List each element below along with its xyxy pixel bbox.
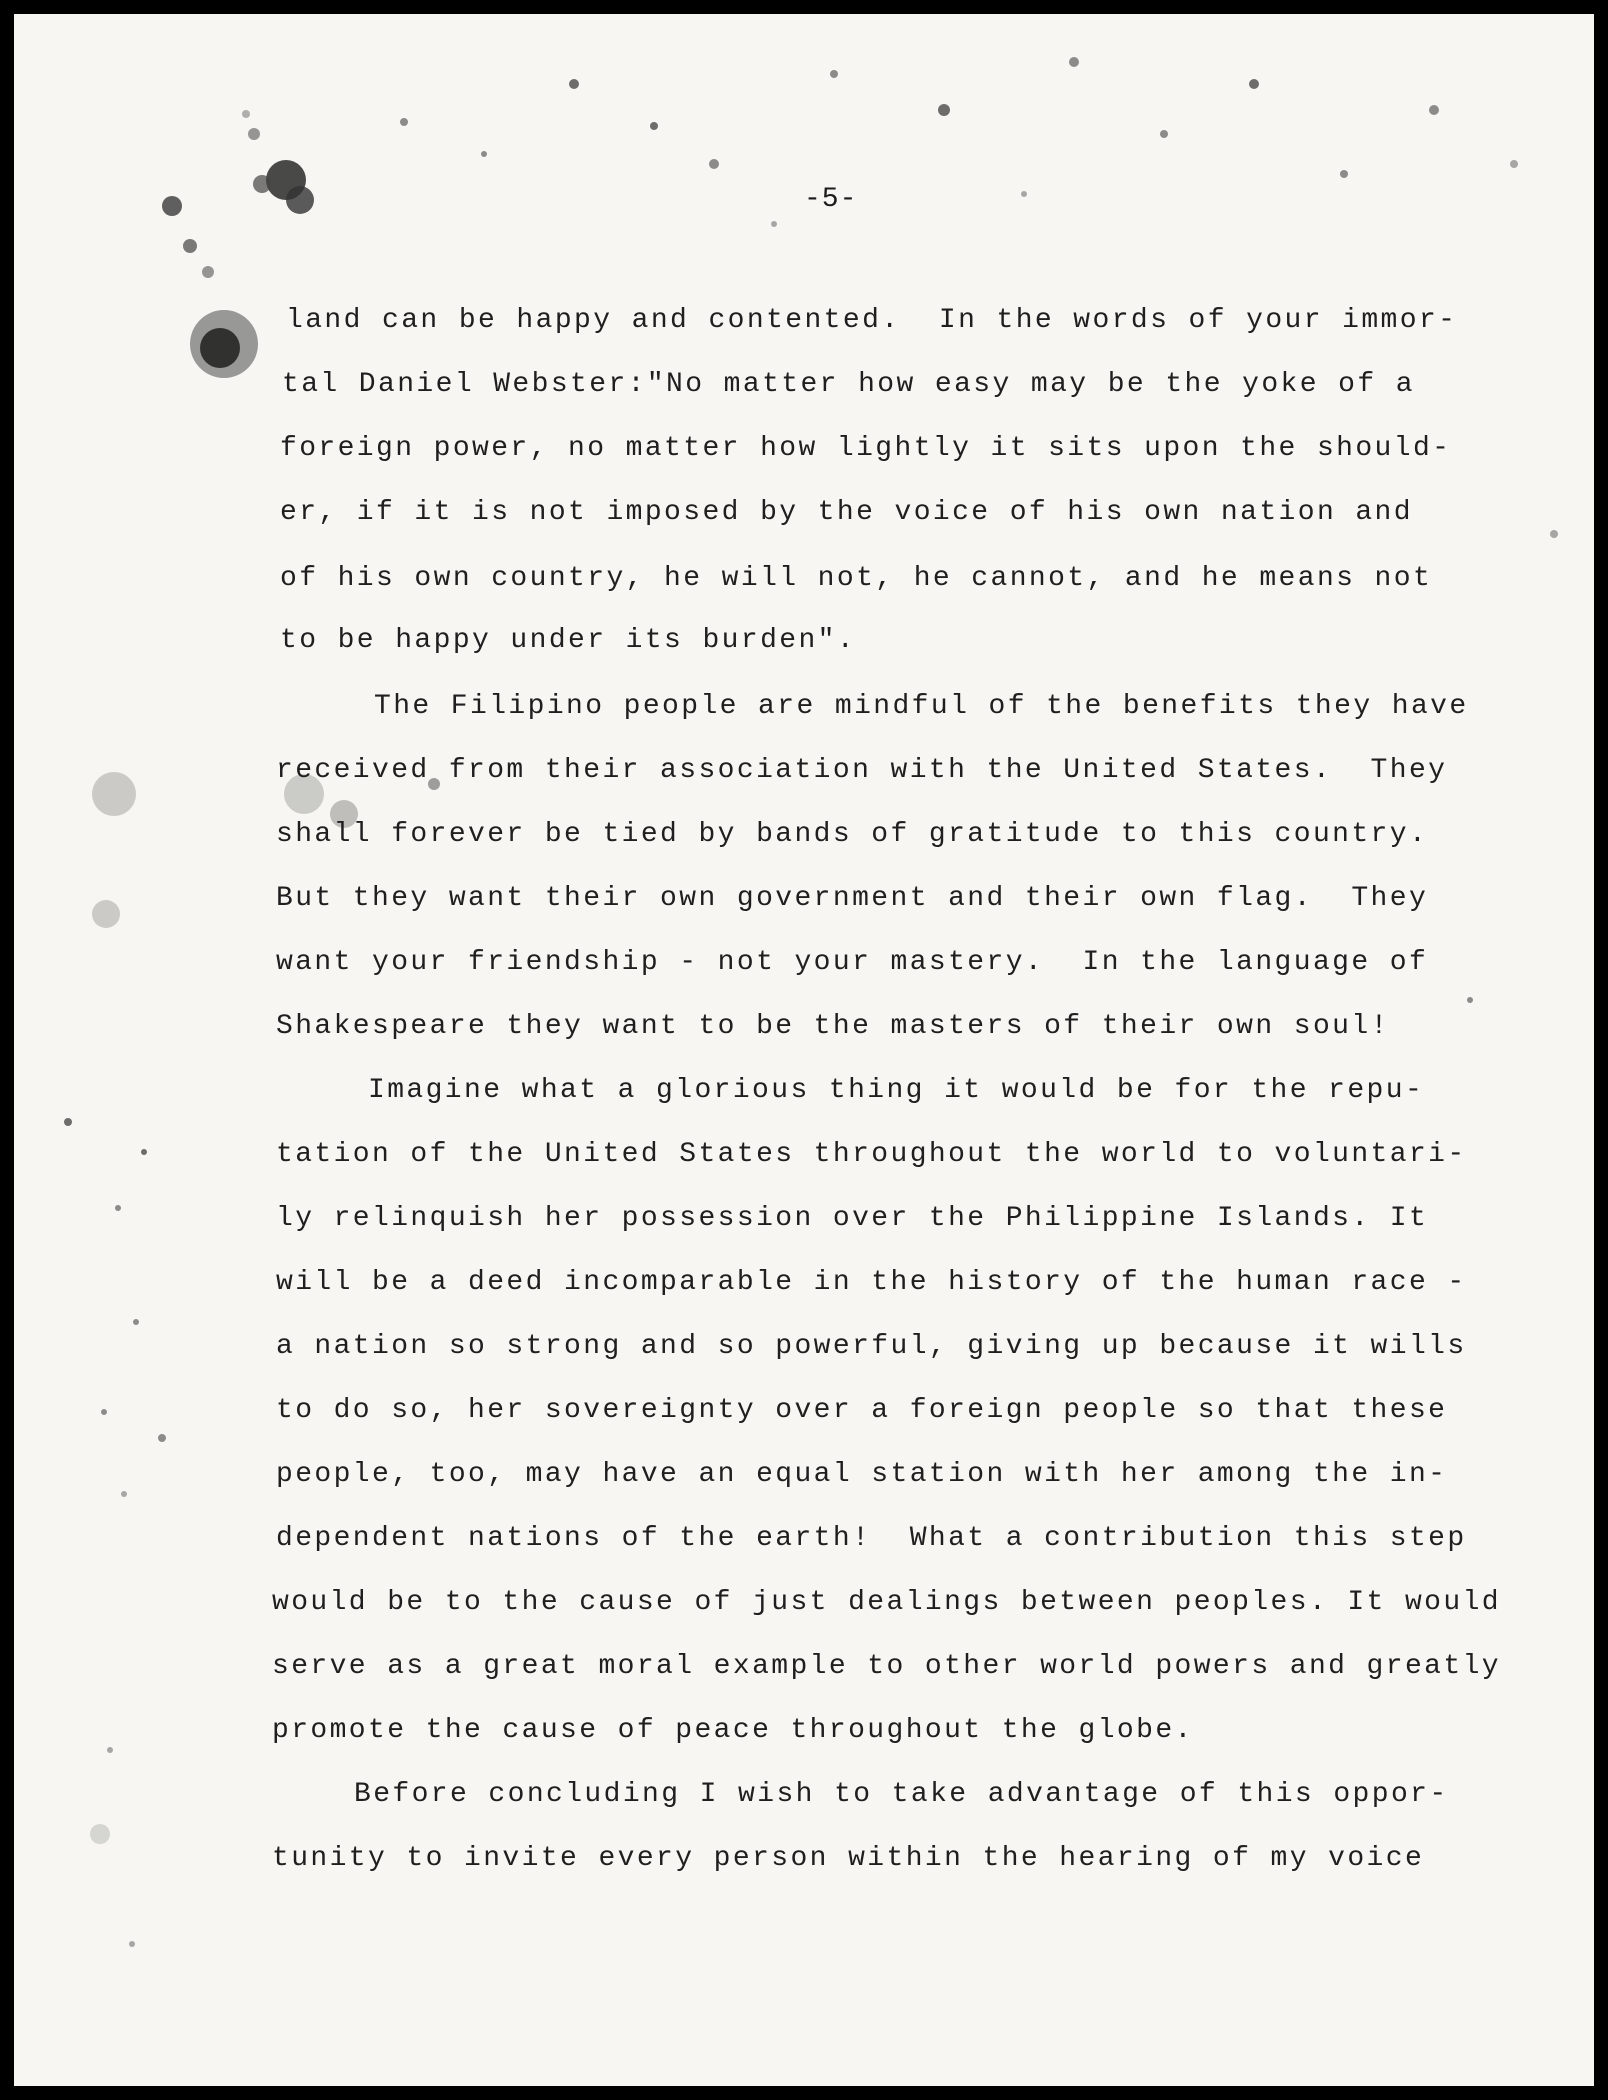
text-line: received from their association with the United States. They — [276, 755, 1448, 786]
document-page — [14, 14, 1594, 2086]
text-line: Imagine what a glorious thing it would be for the repu- — [368, 1075, 1425, 1106]
text-line: will be a deed incomparable in the history of the human race - — [276, 1267, 1467, 1298]
text-line: tunity to invite every person within the hearing of my voice — [272, 1843, 1425, 1874]
text-line: Before concluding I wish to take advantage of this oppor- — [354, 1779, 1449, 1810]
text-line: land can be happy and contented. In the words of your immor- — [286, 305, 1458, 336]
text-line: serve as a great moral example to other world powers and greatly — [272, 1651, 1501, 1682]
text-line: But they want their own government and their own flag. They — [276, 883, 1429, 914]
text-line: foreign power, no matter how lightly it sits upon the should- — [280, 433, 1452, 464]
text-line: people, too, may have an equal station with her among the in- — [276, 1459, 1448, 1490]
text-line: er, if it is not imposed by the voice of his own nation and — [280, 497, 1413, 528]
text-line: want your friendship - not your mastery. In the language of — [276, 947, 1429, 978]
text-line: The Filipino people are mindful of the benefits they have — [374, 691, 1469, 722]
text-line: would be to the cause of just dealings between peoples. It would — [272, 1587, 1501, 1618]
text-line: promote the cause of peace throughout the globe. — [272, 1715, 1194, 1746]
text-line: of his own country, he will not, he cannot, and he means not — [280, 563, 1433, 594]
text-line: ly relinquish her possession over the Philippine Islands. It — [276, 1203, 1429, 1234]
text-line: to be happy under its burden". — [280, 625, 857, 656]
text-line: shall forever be tied by bands of gratitude to this country. — [276, 819, 1429, 850]
text-line: Shakespeare they want to be the masters of their own soul! — [276, 1011, 1390, 1042]
text-line: dependent nations of the earth! What a contribution this step — [276, 1523, 1467, 1554]
text-line: a nation so strong and so powerful, giving up because it wills — [276, 1331, 1467, 1362]
text-line: tation of the United States throughout the world to voluntari- — [276, 1139, 1467, 1170]
text-line: to do so, her sovereignty over a foreign people so that these — [276, 1395, 1448, 1426]
text-line: tal Daniel Webster:"No matter how easy may be the yoke of a — [282, 369, 1415, 400]
page-number: -5- — [804, 184, 858, 215]
